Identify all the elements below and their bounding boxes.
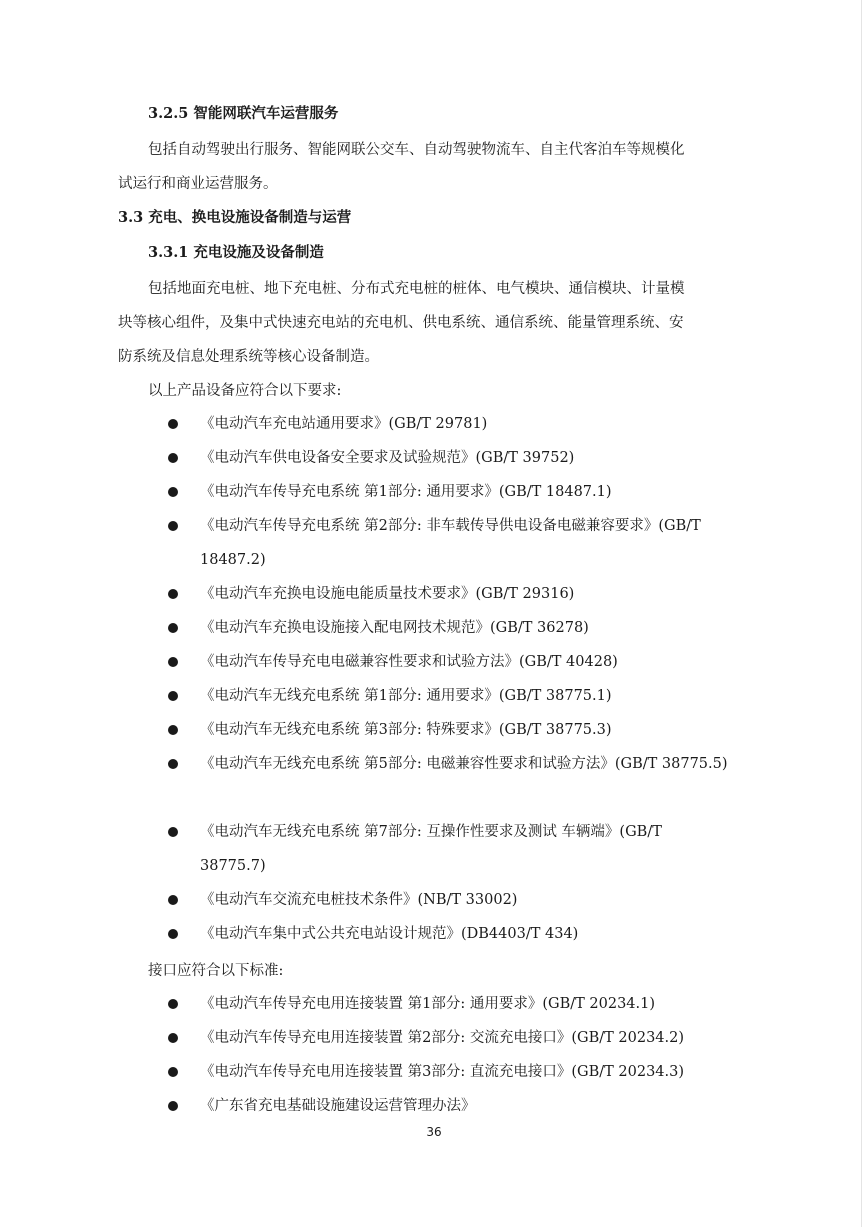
- bullet-icon: [168, 827, 178, 837]
- bullet-icon: [168, 623, 178, 633]
- bullet-icon: [168, 759, 178, 769]
- interfaces-intro: 接口应符合以下标准:: [148, 963, 284, 979]
- section-heading-3-2-5: 3.2.5 智能网联汽车运营服务: [148, 105, 339, 122]
- requirements-intro: 以上产品设备应符合以下要求:: [148, 383, 342, 399]
- bullet-icon: [168, 589, 178, 599]
- bullet-icon: [168, 691, 178, 701]
- paragraph-line: 块等核心组件，及集中式快速充电站的充电机、供电系统、通信系统、能量管理系统、安: [118, 315, 684, 331]
- bullet-icon: [168, 1033, 178, 1043]
- document-page: 3.2.5 智能网联汽车运营服务 包括自动驾驶出行服务、智能网联公交车、自动驾驶物流车、自主代客泊车等规模化 试运行和商业运营服务。 3.3 充电、换电设施设备制造与运营 3.3.1 充电设施及设备制造 包括地面充电桩、地下充电桩、分布式充电桩的桩体、电气模块、通信模块、计量模 块等核心组件，及集中式快速充电站的充电机、供电系统、通信系统、能量管理系统、安 防系统及信息处理系统等核心设备制造。 以上产品设备应符合以下要求: 《电动汽车充电站通用要求》(GB/T 29781) 《电动汽车供电设备安全要求及试验规范》(GB/T 39752) 《电动汽车传导充电系统 第1部分: 通用要求》(GB/T 18487.1) 《电动汽车传导充电系统 第2部分: 非车载传导供电设备电磁兼容要求》(GB/T 18487.2) 《电动汽车充换电设施电能质量技术要求》(GB/T 29316) 《电动汽车充换电设施接入配电网技术规范》(GB/T 36278) 《电动汽车传导充电电磁兼容性要求和试验方法》(GB/T 40428) 《电动汽车无线充电系统 第1部分: 通用要求》(GB/T 38775.1) 《电动汽车无线充电系统 第3部分: 特殊要求》(GB/T 38775.3) 《电动汽车无线充电系统 第5部分: 电磁兼容性要求和试验方法》(GB/T 38775.5) 《电动汽车无线充电系统 第7部分: 互操作性要求及测试 车辆端》(GB/T 38775.7) 《电动汽车交流充电桩技术条件》(NB/T 33002) 《电动汽车集中式公共充电站设计规范》(DB4403/T 434) 接口应符合以下标准: 《电动汽车传导充电用连接装置 第1部分: 通用要求》(GB/T 20234.1) 《电动汽车传导充电用连接装置 第2部分: 交流充电接口》(GB/T 20234.2) 《电动汽车传导充电用连接装置 第3部分: 直流充电接口》(GB/T 20234.3) 《广东省充电基础设施建设运营管理办法》 36: [0, 0, 868, 1227]
- bullet-icon: [168, 1067, 178, 1077]
- bullet-icon: [168, 419, 178, 429]
- bullet-icon: [168, 999, 178, 1009]
- bullet-icon: [168, 487, 178, 497]
- page-number: 36: [426, 1125, 442, 1139]
- bullet-icon: [168, 895, 178, 905]
- bullet-icon: [168, 1101, 178, 1111]
- paragraph-line: 试运行和商业运营服务。: [118, 176, 278, 192]
- section-heading-3-3: 3.3 充电、换电设施设备制造与运营: [118, 209, 352, 226]
- bullet-icon: [168, 929, 178, 939]
- bullet-icon: [168, 453, 178, 463]
- bullet-icon: [168, 657, 178, 667]
- paragraph-line: 包括地面充电桩、地下充电桩、分布式充电桩的桩体、电气模块、通信模块、计量模: [148, 281, 685, 297]
- bullet-icon: [168, 725, 178, 735]
- paragraph-line: 防系统及信息处理系统等核心设备制造。: [118, 349, 379, 365]
- section-heading-3-3-1: 3.3.1 充电设施及设备制造: [148, 244, 324, 261]
- bullet-icon: [168, 521, 178, 531]
- paragraph-line: 包括自动驾驶出行服务、智能网联公交车、自动驾驶物流车、自主代客泊车等规模化: [148, 142, 685, 158]
- scan-edge-line: [861, 0, 862, 1227]
